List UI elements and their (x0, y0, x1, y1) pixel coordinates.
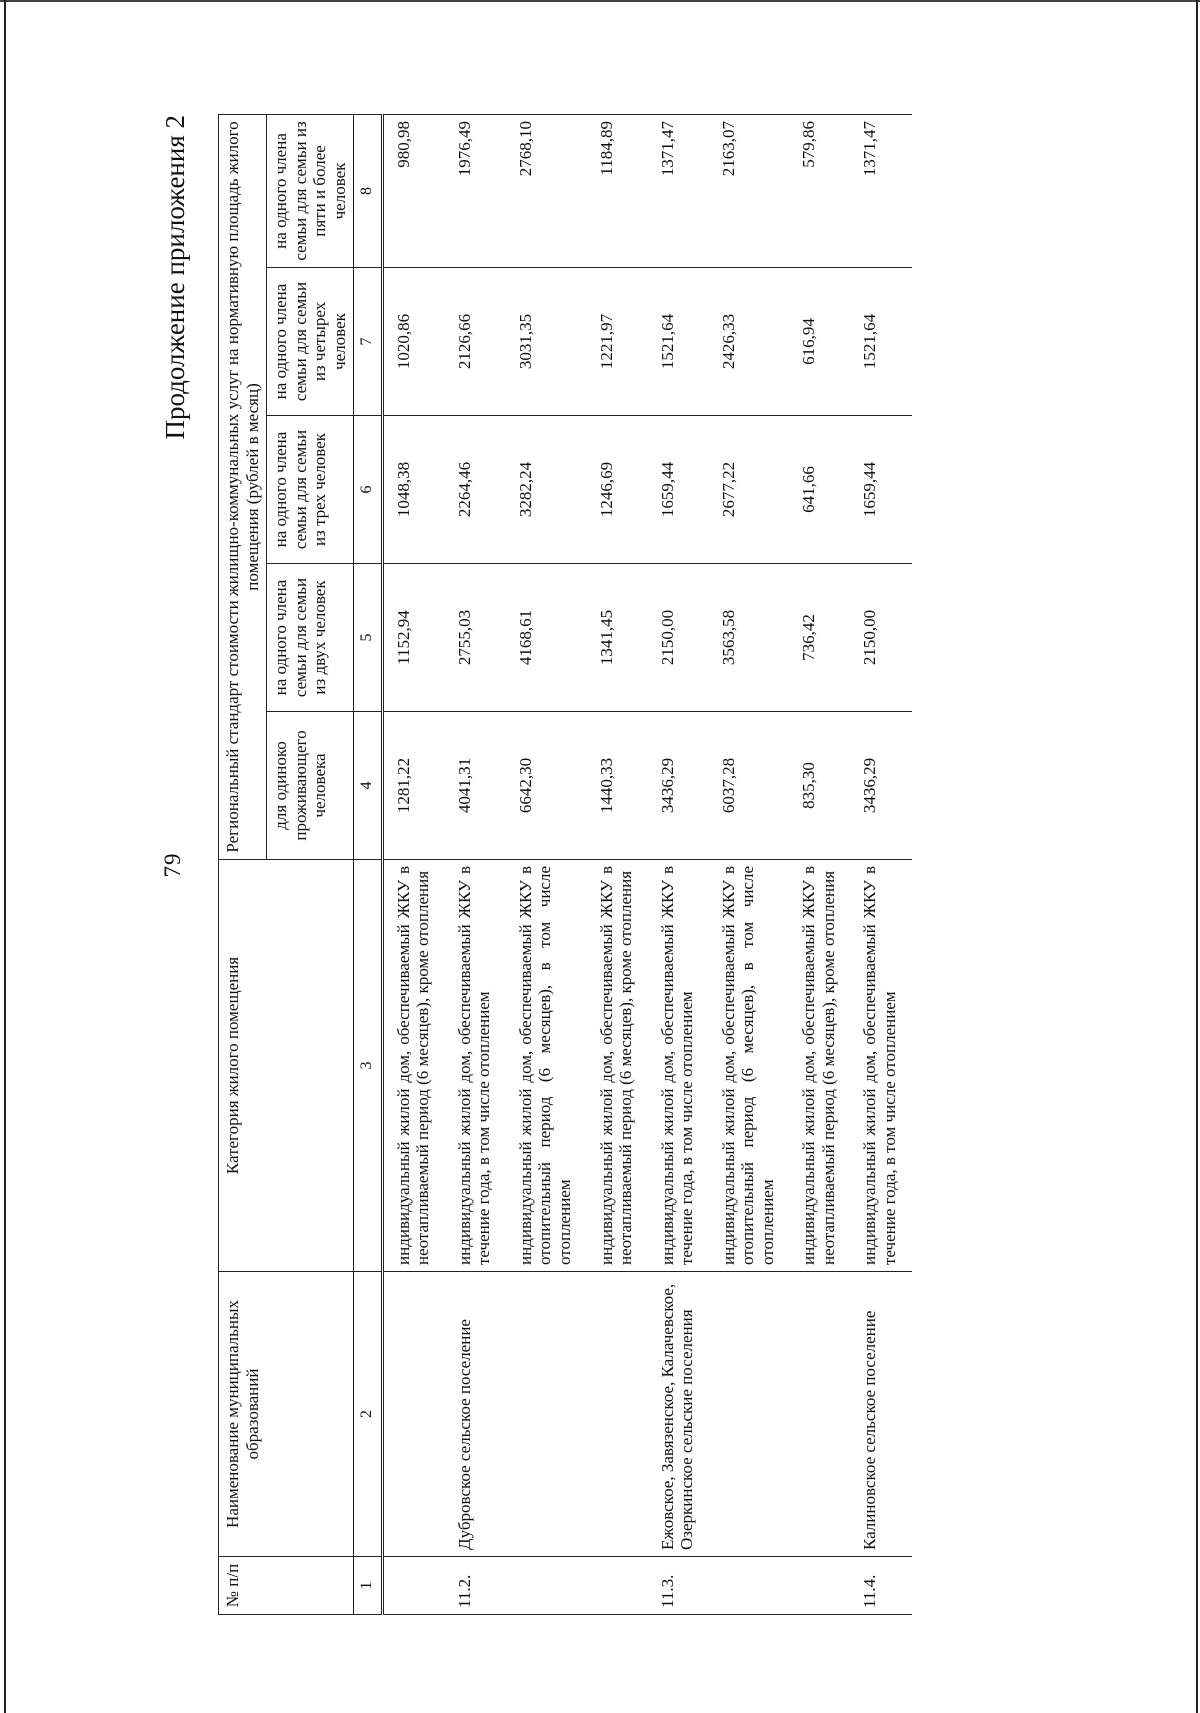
value-two: 3563,58 (709, 564, 790, 712)
value-three: 2677,22 (709, 416, 790, 564)
value-five: 1184,89 (587, 114, 648, 267)
row-num (709, 1557, 790, 1615)
value-four: 3031,35 (506, 268, 587, 416)
row-num (789, 1557, 850, 1615)
column-index: 7 (354, 268, 382, 416)
row-municipality (789, 1272, 850, 1557)
table-row (850, 114, 911, 1614)
value-single: 3436,29 (850, 712, 911, 860)
row-num (506, 1557, 587, 1615)
header-sub-two: на одного члена семьи для семьи из двух человек (267, 564, 354, 712)
header-sub-single: для одиноко проживающего человека (267, 712, 354, 860)
value-four: 2426,33 (709, 268, 790, 416)
value-three: 641,66 (789, 416, 850, 564)
header-category: Категория жилого помещения (219, 860, 354, 1272)
housing-cost-table (218, 114, 912, 1615)
column-index: 1 (354, 1557, 382, 1615)
value-two: 2150,00 (648, 564, 709, 712)
value-four: 1020,86 (382, 268, 445, 416)
row-category: индивидуальный жилой дом, обеспечиваемый ЖКУ в неотапливаемый период (6 месяцев), кроме отопления (382, 860, 445, 1272)
row-category: индивидуальный жилой дом, обеспечиваемый ЖКУ в неотапливаемый период (6 месяцев), кроме отопления (587, 860, 648, 1272)
value-four: 616,94 (789, 268, 850, 416)
value-two: 1152,94 (382, 564, 445, 712)
row-category: индивидуальный жилой дом, обеспечиваемый ЖКУ в течение года, в том числе отоплением (648, 860, 709, 1272)
scan-top-edge (0, 0, 1200, 2)
table-row (587, 114, 648, 1614)
value-three: 2264,46 (445, 416, 506, 564)
value-four: 1521,64 (850, 268, 911, 416)
row-category: индивидуальный жилой дом, обеспечиваемый ЖКУ в отопительный период (6 месяцев), в том числе отоплением (506, 860, 587, 1272)
value-five: 980,98 (382, 114, 445, 267)
value-three: 1659,44 (648, 416, 709, 564)
header-sub-three: на одного члена семьи для семьи из трех человек (267, 416, 354, 564)
value-five: 1371,47 (850, 114, 911, 267)
row-municipality (382, 1272, 445, 1557)
value-two: 736,42 (789, 564, 850, 712)
column-index: 6 (354, 416, 382, 564)
value-two: 4168,61 (506, 564, 587, 712)
appendix-title: Продолжение приложения 2 (160, 115, 190, 440)
value-two: 2755,03 (445, 564, 506, 712)
row-num: 11.2. (445, 1557, 506, 1615)
table-body (382, 114, 911, 1614)
value-two: 2150,00 (850, 564, 911, 712)
row-category: индивидуальный жилой дом, обеспечиваемый ЖКУ в течение года, в том числе отоплением (445, 860, 506, 1272)
page-number: 79 (160, 852, 185, 878)
value-five: 1371,47 (648, 114, 709, 267)
table-row (506, 114, 587, 1614)
header-group-title: Региональный стандарт стоимости жилищно-коммунальных услуг на нормативную площадь жилого помещения (рублей в месяц) (219, 114, 267, 859)
row-municipality: Дубровское сельское поселение (445, 1272, 506, 1557)
value-three: 1659,44 (850, 416, 911, 564)
column-index: 3 (354, 860, 382, 1272)
value-three: 3282,24 (506, 416, 587, 564)
table-row (709, 114, 790, 1614)
row-num: 11.4. (850, 1557, 911, 1615)
header-sub-four: на одного члена семьи для семьи из четырех человек (267, 268, 354, 416)
header-municipality: Наименование муниципальных образований (219, 1272, 354, 1557)
value-single: 1440,33 (587, 712, 648, 860)
row-municipality (709, 1272, 790, 1557)
row-category: индивидуальный жилой дом, обеспечиваемый ЖКУ в неотапливаемый период (6 месяцев), кроме отопления (789, 860, 850, 1272)
value-two: 1341,45 (587, 564, 648, 712)
table-row (789, 114, 850, 1614)
value-single: 6037,28 (709, 712, 790, 860)
value-four: 1221,97 (587, 268, 648, 416)
table-row (648, 114, 709, 1614)
value-five: 2163,07 (709, 114, 790, 267)
column-index: 8 (354, 114, 382, 267)
value-single: 835,30 (789, 712, 850, 860)
value-four: 2126,66 (445, 268, 506, 416)
column-index: 5 (354, 564, 382, 712)
row-municipality (587, 1272, 648, 1557)
row-municipality (506, 1272, 587, 1557)
table-row (382, 114, 445, 1614)
table-row (445, 114, 506, 1614)
header-num: № п/п (219, 1557, 354, 1615)
value-single: 1281,22 (382, 712, 445, 860)
row-category: индивидуальный жилой дом, обеспечиваемый ЖКУ в течение года, в том числе отоплением (850, 860, 911, 1272)
column-index-row (354, 114, 382, 1614)
row-municipality: Ежовское, Завязенское, Калачевское, Озеркинское сельские поселения (648, 1272, 709, 1557)
row-num (382, 1557, 445, 1615)
value-single: 4041,31 (445, 712, 506, 860)
value-three: 1246,69 (587, 416, 648, 564)
value-five: 579,86 (789, 114, 850, 267)
scan-left-edge (4, 0, 6, 1713)
row-municipality: Калиновское сельское поселение (850, 1272, 911, 1557)
value-single: 3436,29 (648, 712, 709, 860)
row-category: индивидуальный жилой дом, обеспечиваемый ЖКУ в отопительный период (6 месяцев), в том числе отоплением (709, 860, 790, 1272)
column-index: 4 (354, 712, 382, 860)
scan-right-edge (1196, 0, 1198, 1713)
row-num: 11.3. (648, 1557, 709, 1615)
row-num (587, 1557, 648, 1615)
table-header (219, 114, 383, 1614)
value-single: 6642,30 (506, 712, 587, 860)
value-five: 1976,49 (445, 114, 506, 267)
column-index: 2 (354, 1272, 382, 1557)
value-four: 1521,64 (648, 268, 709, 416)
value-five: 2768,10 (506, 114, 587, 267)
value-three: 1048,38 (382, 416, 445, 564)
rotated-page (160, 115, 1165, 1615)
header-sub-five: на одного члена семьи для семьи из пяти и более человек (267, 114, 354, 267)
